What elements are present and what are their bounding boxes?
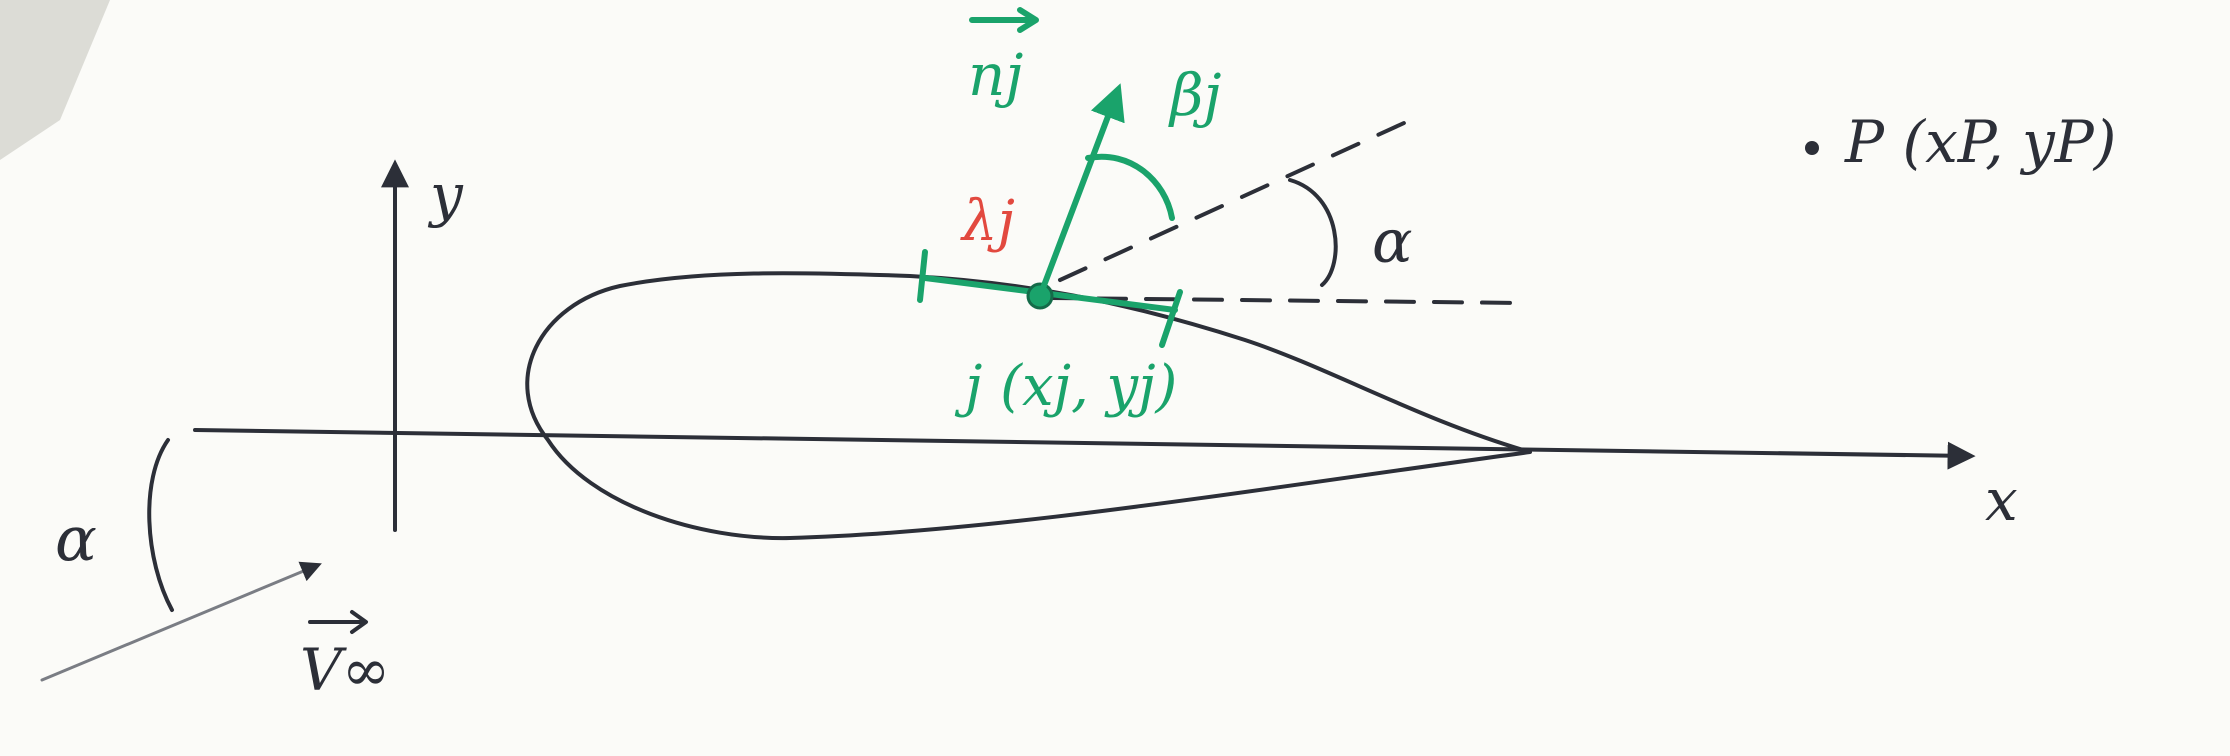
y-axis-label: y bbox=[430, 161, 463, 229]
normal-overarrow bbox=[972, 10, 1036, 30]
normal-label: nj bbox=[968, 41, 1024, 109]
alpha-right-label: α bbox=[1372, 207, 1413, 277]
alpha-left-label: α bbox=[55, 502, 97, 575]
beta-label: βj bbox=[1170, 61, 1222, 129]
panel-point-label: j (xj, yj) bbox=[965, 354, 1178, 419]
field-point-p bbox=[1805, 141, 1819, 155]
alpha-arc-left bbox=[149, 440, 172, 610]
paper-corner bbox=[0, 0, 110, 160]
freestream-arrow bbox=[42, 565, 318, 680]
panel-tick-left bbox=[920, 252, 925, 300]
alpha-arc-right bbox=[1290, 180, 1336, 285]
normal-vector bbox=[1040, 90, 1118, 296]
field-point-label: P (xP, yP) bbox=[1845, 108, 2117, 176]
v-inf-label: V∞ bbox=[300, 636, 391, 704]
beta-arc bbox=[1088, 157, 1172, 218]
x-axis bbox=[195, 430, 1970, 456]
inclined-line bbox=[1060, 118, 1415, 280]
lambda-label: λj bbox=[962, 189, 1015, 254]
v-inf-overarrow bbox=[310, 612, 366, 632]
x-axis-label: x bbox=[1985, 466, 2018, 534]
